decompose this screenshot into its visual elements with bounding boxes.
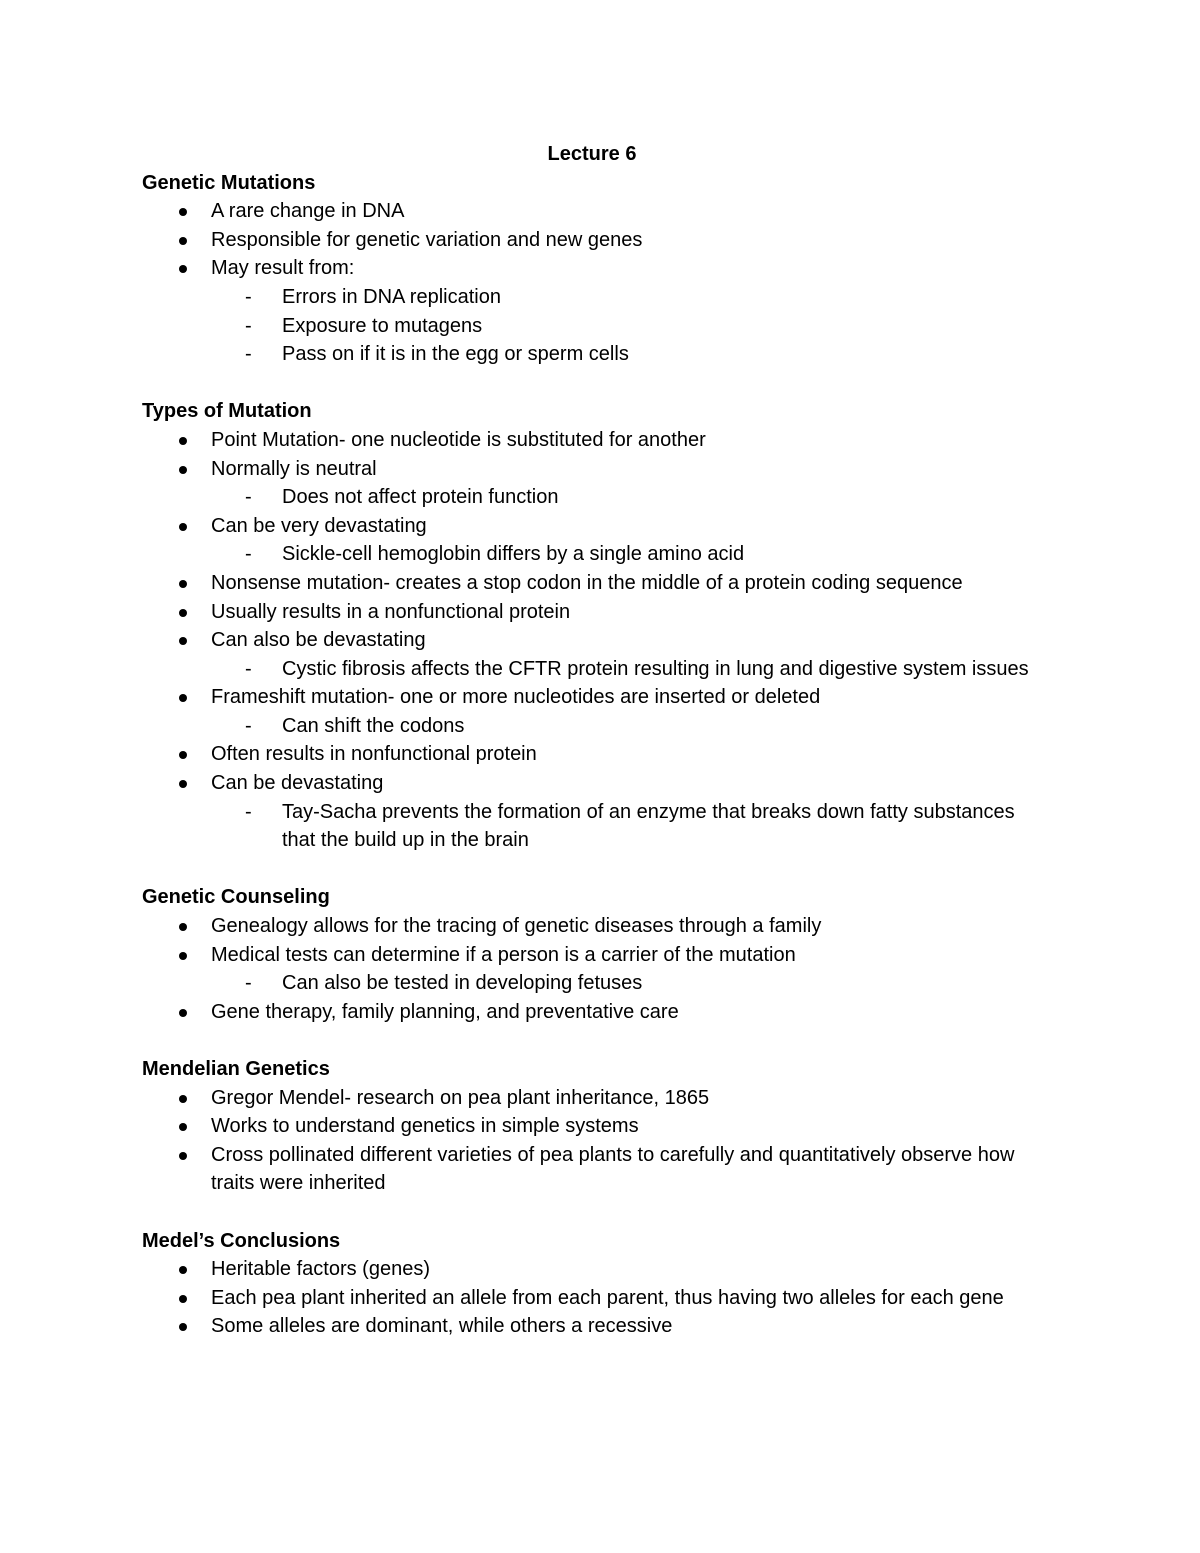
bullet-text: Normally is neutral [211,457,377,480]
bullet-item [142,626,1042,683]
dash-icon: - [245,486,252,509]
bullet-list [142,426,1042,855]
sub-item [211,969,1042,998]
sub-list [211,798,1042,855]
sub-item [211,540,1042,569]
bullet-item [142,941,1042,998]
dash-icon: - [245,343,252,366]
bullet-dot-icon [179,1323,187,1331]
bullet-item [142,455,1042,512]
sub-item [211,340,1042,369]
dash-icon: - [245,543,252,566]
section-spacer [142,1198,1042,1227]
bullet-text: Point Mutation- one nucleotide is substituted for another [211,428,706,451]
sub-list [211,655,1042,684]
sub-item [211,798,1042,855]
bullet-dot-icon [179,1295,187,1303]
bullet-item [142,1284,1042,1313]
dash-icon: - [245,285,252,308]
bullet-text: Frameshift mutation- one or more nucleotides are inserted or deleted [211,686,821,709]
bullet-item [142,226,1042,255]
bullet-item [142,598,1042,627]
bullet-item [142,1112,1042,1141]
bullet-dot-icon [179,466,187,474]
sub-item-text: Sickle-cell hemoglobin differs by a single amino acid [282,543,745,566]
bullet-dot-icon [179,923,187,931]
bullet-text: Nonsense mutation- creates a stop codon in the middle of a protein coding sequence [211,571,963,594]
bullet-dot-icon [179,437,187,445]
section-heading: Genetic Mutations [142,171,316,194]
sub-list [211,969,1042,998]
bullet-item [142,998,1042,1027]
sub-item [211,655,1042,684]
section [142,883,1042,1026]
bullet-dot-icon [179,751,187,759]
bullet-dot-icon [179,1152,187,1160]
bullet-item [142,683,1042,740]
sub-list [211,483,1042,512]
bullet-item [142,197,1042,226]
sub-item-text: Cystic fibrosis affects the CFTR protein resulting in lung and digestive system issues [282,657,1029,680]
bullet-text: May result from: [211,257,355,280]
section-heading: Medel’s Conclusions [142,1229,341,1252]
bullet-dot-icon [179,952,187,960]
bullet-dot-icon [179,523,187,531]
bullet-dot-icon [179,637,187,645]
bullet-item [142,254,1042,368]
bullet-list [142,197,1042,369]
bullet-dot-icon [179,694,187,702]
bullet-item [142,769,1042,855]
bullet-list [142,1084,1042,1198]
sub-item-text: Pass on if it is in the egg or sperm cells [282,343,629,366]
section-spacer [142,855,1042,884]
section-heading: Genetic Counseling [142,886,330,909]
sections-container [142,169,1042,1341]
sub-item [211,483,1042,512]
bullet-text: Often results in nonfunctional protein [211,743,537,766]
sub-list [211,283,1042,369]
bullet-text: Usually results in a nonfunctional protein [211,600,571,623]
bullet-text: Gene therapy, family planning, and preventative care [211,1000,679,1023]
sub-item-text: Can also be tested in developing fetuses [282,972,643,995]
bullet-text: Can be very devastating [211,514,427,537]
bullet-dot-icon [179,237,187,245]
section-heading: Types of Mutation [142,400,312,423]
sub-item-text: Exposure to mutagens [282,314,483,337]
section [142,169,1042,369]
bullet-dot-icon [179,1009,187,1017]
sub-item [211,712,1042,741]
bullet-item [142,1255,1042,1284]
bullet-text: Can be devastating [211,772,384,795]
dash-icon: - [245,314,252,337]
section [142,397,1042,855]
bullet-text: Works to understand genetics in simple systems [211,1115,639,1138]
bullet-item [142,426,1042,455]
bullet-text: A rare change in DNA [211,200,405,223]
bullet-item [142,1084,1042,1113]
bullet-text: Can also be devastating [211,629,426,652]
bullet-dot-icon [179,1095,187,1103]
bullet-item [142,740,1042,769]
bullet-dot-icon [179,580,187,588]
sub-item-text: Errors in DNA replication [282,285,501,308]
section-heading: Mendelian Genetics [142,1058,330,1080]
section [142,1055,1042,1198]
section [142,1227,1042,1341]
bullet-item [142,512,1042,569]
dash-icon: - [245,714,252,737]
bullet-item [142,1141,1042,1198]
bullet-list [142,1255,1042,1341]
section-spacer [142,369,1042,398]
bullet-text: Responsible for genetic variation and new genes [211,228,643,251]
dash-icon: - [245,800,252,823]
document-page [142,140,1042,1341]
bullet-text: Heritable factors (genes) [211,1258,430,1281]
bullet-dot-icon [179,609,187,617]
bullet-text: Genealogy allows for the tracing of genetic diseases through a family [211,915,822,938]
bullet-dot-icon [179,208,187,216]
sub-item [211,283,1042,312]
section-spacer [142,1026,1042,1055]
sub-list [211,712,1042,741]
bullet-list [142,912,1042,1026]
bullet-text: Cross pollinated different varieties of pea plants to carefully and quantitatively observe how traits were inherited [211,1143,1015,1195]
bullet-text: Some alleles are dominant, while others a recessive [211,1315,673,1338]
dash-icon: - [245,972,252,995]
bullet-item [142,569,1042,598]
sub-item-text: Tay-Sacha prevents the formation of an enzyme that breaks down fatty substances that the build up in the brain [282,800,1015,852]
sub-item-text: Can shift the codons [282,714,465,737]
bullet-dot-icon [179,265,187,273]
bullet-text: Gregor Mendel- research on pea plant inheritance, 1865 [211,1086,710,1109]
bullet-item [142,912,1042,941]
dash-icon: - [245,657,252,680]
bullet-dot-icon [179,1266,187,1274]
sub-list [211,540,1042,569]
bullet-text: Medical tests can determine if a person is a carrier of the mutation [211,943,796,966]
sub-item-text: Does not affect protein function [282,486,559,509]
bullet-dot-icon [179,780,187,788]
page-title: Lecture 6 [547,143,637,165]
bullet-text: Each pea plant inherited an allele from each parent, thus having two alleles for each gene [211,1286,1004,1309]
bullet-dot-icon [179,1123,187,1131]
sub-item [211,312,1042,341]
bullet-item [142,1312,1042,1341]
